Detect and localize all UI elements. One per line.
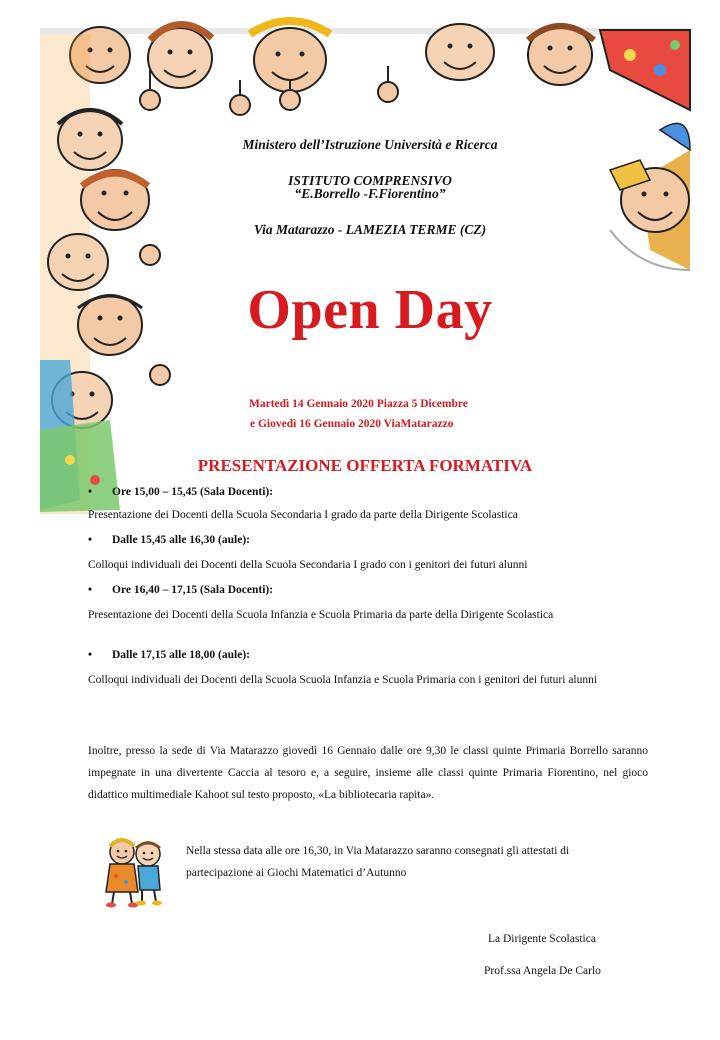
left-face-3 <box>48 234 108 290</box>
date-line-1: Martedì 14 Gennaio 2020 Piazza 5 Dicembre <box>249 398 468 410</box>
schedule-item-4-description: Colloqui individuali dei Docenti della Scuola Scuola Infanzia e Scuola Primaria con i genitori dei futuri alunni <box>88 674 598 686</box>
school-address: Via Matarazzo - LAMEZIA TERME (CZ) <box>253 222 487 237</box>
schedule-item-2-description: Colloqui individuali dei Docenti della Scuola Secondaria I grado con i genitori dei futuri alunni <box>88 559 528 571</box>
date-line-2: e Giovedì 16 Gennaio 2020 ViaMatarazzo <box>250 418 454 430</box>
body-paragraph: Inoltre, presso la sede di Via Matarazzo giovedì 16 Gennaio dalle ore 9,30 le classi quinte Primaria Borrello saranno impegnate in una divertente Caccia al tesoro e, a seguire, insieme alle classi quinte Primaria Fiorentino, nel gioco didattico multimediale Kahoot sul testo proposto, «La bibliotecaria rapita». <box>88 745 648 801</box>
school-type: ISTITUTO COMPRENSIVO <box>288 173 452 188</box>
schedule-time: Ore 15,00 – 15,45 (Sala Docenti): <box>112 486 274 498</box>
two-children-illustration <box>96 836 176 908</box>
schedule-item-1-description: Presentazione dei Docenti della Scuola Secondaria I grado da parte della Dirigente Scolastica <box>88 509 518 521</box>
schedule-time: Dalle 15,45 alle 16,30 (aule): <box>112 534 250 546</box>
bullet-icon: • <box>88 534 93 546</box>
signature-role: La Dirigente Scolastica <box>488 933 596 945</box>
section-title: PRESENTAZIONE OFFERTA FORMATIVA <box>197 456 533 475</box>
ministry-line: Ministero dell’Istruzione Università e Ricerca <box>242 137 498 152</box>
schedule-item-1-time <box>88 485 648 500</box>
schedule-time: Dalle 17,15 alle 18,00 (aule): <box>112 649 250 661</box>
bullet-icon: • <box>88 486 93 498</box>
school-name: “E.Borrello -F.Fiorentino” <box>294 186 446 201</box>
schedule-time: Ore 16,40 – 17,15 (Sala Docenti): <box>112 584 274 596</box>
schedule-item-4-time <box>88 648 648 663</box>
signature-name: Prof.ssa Angela De Carlo <box>484 965 601 977</box>
bullet-icon: • <box>88 584 93 596</box>
schedule-item-2-time <box>88 533 648 548</box>
top-face-2 <box>148 24 212 88</box>
certificate-note: Nella stessa data alle ore 16,30, in Via Matarazzo saranno consegnati gli attestati di partecipazione ai Giochi Matematici d’Autunno <box>186 845 570 879</box>
page-title: Open Day <box>247 279 493 341</box>
top-face-5 <box>528 25 594 85</box>
schedule-item-3-description: Presentazione dei Docenti della Scuola Infanzia e Scuola Primaria da parte della Dirigente Scolastica <box>88 609 554 621</box>
left-face-1 <box>58 110 122 170</box>
bullet-icon: • <box>88 649 93 661</box>
top-face-4 <box>426 24 494 80</box>
schedule-item-3-time <box>88 583 648 598</box>
